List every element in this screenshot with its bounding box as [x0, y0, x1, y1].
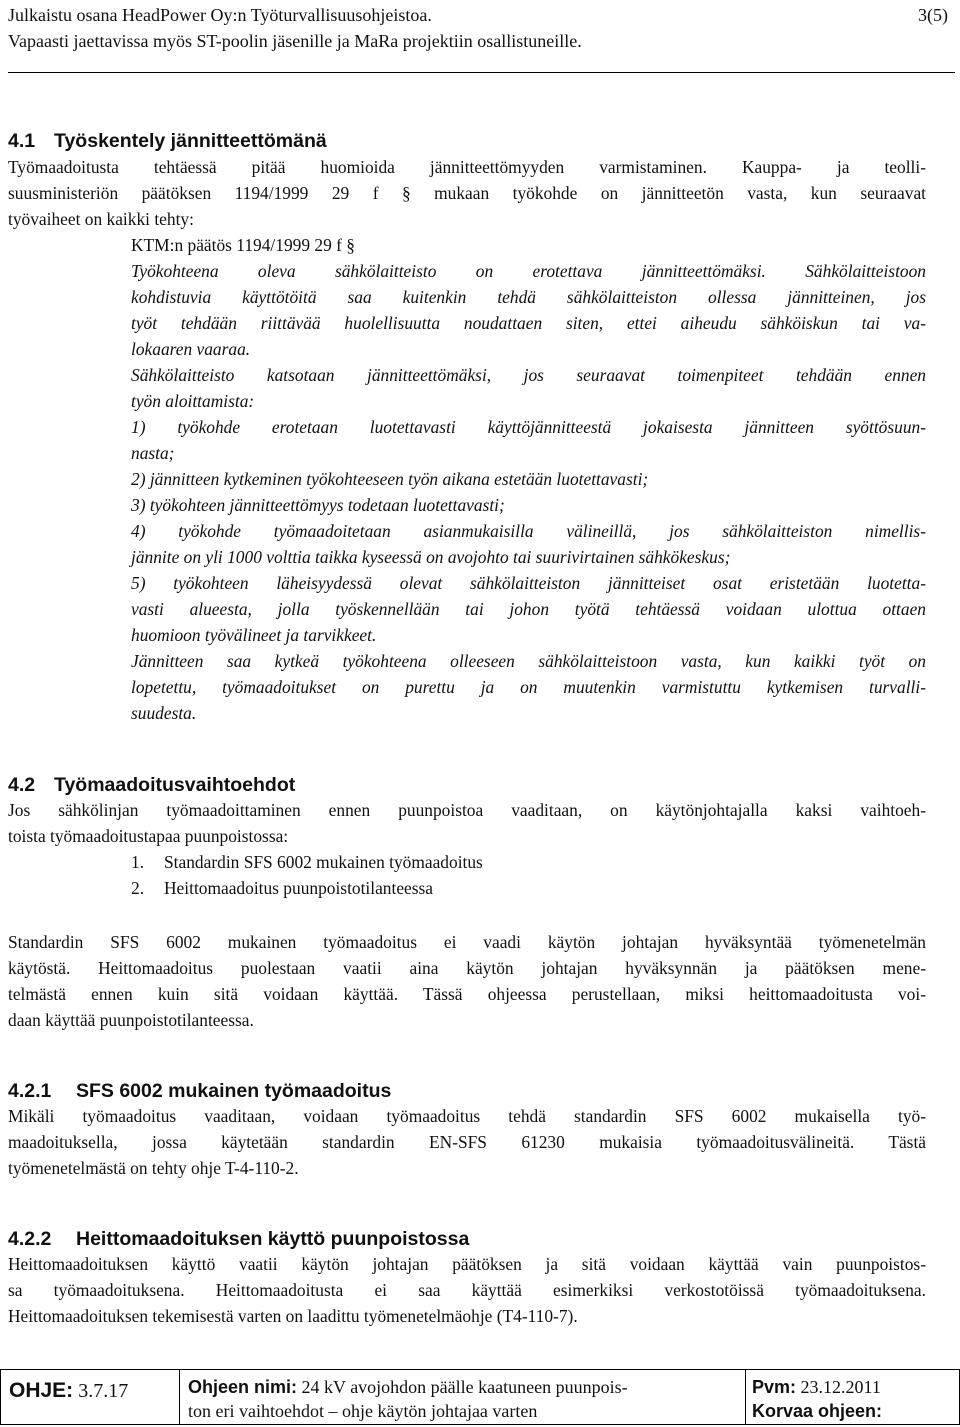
header-line-2: Vapaasti jaettavissa myös ST-poolin jäsenille ja MaRa projektiin osallistuneille. — [8, 31, 582, 51]
text-line: työmenetelmästä on tehty ohje T-4-110-2. — [8, 1158, 299, 1178]
list-text: Heittomaadoitus puunpoistotilanteessa — [164, 878, 434, 898]
quote-line: 4) työkohde työmaadoitetaan asianmukaisilla välineillä, jos sähkölaitteiston nimellis- — [131, 521, 926, 541]
section-heading-4-1 — [8, 129, 327, 153]
section-number: 4.2.1 — [8, 1080, 52, 1102]
section-heading-4-2-1 — [8, 1079, 391, 1103]
section-4-2-2-body — [8, 1251, 926, 1329]
text-line: sa työmaadoituksena. Heittomaadoitusta ei saa käyttää esimerkiksi verkostotöissä työmaadoituksena. — [8, 1280, 926, 1300]
header-divider — [8, 72, 955, 73]
text-line: maadoituksella, jossa käytetään standardin EN-SFS 61230 mukaisia työmaadoitusvälineitä. Tästä — [8, 1132, 926, 1152]
text-line: työvaiheet on kaikki tehty: — [8, 209, 194, 229]
section-title: SFS 6002 mukainen työmaadoitus — [76, 1080, 392, 1102]
header-line-1 — [8, 2, 948, 28]
quote-line: lokaaren vaaraa. — [131, 339, 251, 359]
quote-line: kohdistuvia käyttötöitä saa kuitenkin tehdä sähkölaitteiston ollessa jännitteinen, jos — [131, 287, 926, 307]
section-heading-4-2-2 — [8, 1227, 469, 1251]
quote-line: 2) jännitteen kytkeminen työkohteeseen työn aikana estetään luotettavasti; — [131, 469, 649, 489]
quote-line: Sähkölaitteisto katsotaan jännitteettömäksi, jos seuraavat toimenpiteet tehdään ennen — [131, 365, 926, 385]
footer-replaces-label: Korvaa ohjeen: — [752, 1401, 883, 1421]
regulation-quote — [131, 258, 926, 726]
quote-line: nasta; — [131, 443, 175, 463]
quote-line: 1) työkohde erotetaan luotettavasti käyttöjännitteestä jokaisesta jännitteen syöttösuun- — [131, 417, 926, 437]
footer-date-label: Pvm: — [752, 1377, 797, 1397]
list-item — [131, 875, 433, 901]
footer-guide-label: OHJE: — [9, 1379, 74, 1402]
text-line: toista työmaadoitustapaa puunpoistossa: — [8, 826, 289, 846]
text-line: Heittomaadoituksen tekemisestä varten on laadittu työmenetelmäohje (T4-110-7). — [8, 1306, 578, 1326]
list-text: Standardin SFS 6002 mukainen työmaadoitus — [164, 852, 483, 872]
quote-line: jännite on yli 1000 volttia taikka kyseessä on avojohto tai suurivirtainen sähkökeskus; — [131, 547, 731, 567]
section-4-2-body — [8, 929, 926, 1033]
footer-date-value: 23.12.2011 — [800, 1377, 881, 1397]
text-line: daan käyttää puunpoistotilanteessa. — [8, 1010, 254, 1030]
list-number: 1. — [131, 852, 145, 872]
footer-guide-id-box — [0, 1369, 180, 1425]
text-line: käytöstä. Heittomaadoitus puolestaan vaatii aina käytön johtajan hyväksynnän ja päätöksen mene- — [8, 958, 926, 978]
quote-line: 5) työkohteen läheisyydessä olevat sähkölaitteiston jännitteiset osat eristetään luotetta- — [131, 573, 926, 593]
section-number: 4.2.2 — [8, 1228, 52, 1250]
quote-line: suudesta. — [131, 703, 197, 723]
quote-line: työt tehdään riittävää huolellisuutta noudattaen siten, ettei aiheudu sähköiskun tai va- — [131, 313, 926, 333]
text-line: Jos sähkölinjan työmaadoittaminen ennen puunpoistoa vaaditaan, on käytönjohtajalla kaksi vaihtoeh- — [8, 800, 926, 820]
text-line: telmästä ennen kuin sitä voidaan käyttää. Tässä ohjeessa perustellaan, miksi heittomaadoitusta voi- — [8, 984, 926, 1004]
quote-line: Työkohteena oleva sähkölaitteisto on erotettava jännitteettömäksi. Sähkölaitteistoon — [131, 261, 926, 281]
quote-line: lopetettu, työmaadoitukset on purettu ja on muutenkin varmistuttu kytkemisen turvalli- — [131, 677, 926, 697]
footer-date-box — [745, 1369, 960, 1425]
list-item — [131, 849, 483, 875]
section-number: 4.2 — [8, 774, 36, 796]
footer-name-line-1: 24 kV avojohdon päälle kaatuneen puunpois- — [301, 1377, 628, 1397]
quote-line: Jännitteen saa kytkeä työkohteena olleeseen sähkölaitteistoon vasta, kun kaikki työt on — [131, 651, 926, 671]
list-number: 2. — [131, 878, 145, 898]
text-line: Työmaadoitusta tehtäessä pitää huomioida jännitteettömyyden varmistaminen. Kauppa- ja teolli- — [8, 157, 926, 177]
quote-line: työn aloittamista: — [131, 391, 255, 411]
section-number: 4.1 — [8, 130, 36, 152]
section-heading-4-2 — [8, 773, 295, 797]
quote-line: vasti alueesta, jolla työskennellään tai johon työtä tehtäessä voidaan ulottua ottaen — [131, 599, 926, 619]
quote-line: huomioon työvälineet ja tarvikkeet. — [131, 625, 377, 645]
section-4-2-1-body — [8, 1103, 926, 1181]
section-title: Heittomaadoituksen käyttö puunpoistossa — [76, 1228, 470, 1250]
section-4-1-intro — [8, 154, 926, 232]
regulation-reference: KTM:n päätös 1194/1999 29 f § — [131, 235, 355, 255]
footer-name-line-2: ton eri vaihtoehdot – ohje käytön johtajaa varten — [188, 1401, 538, 1421]
section-4-2-intro — [8, 797, 926, 849]
footer-guide-name-box — [179, 1369, 746, 1425]
text-line: suusministeriön päätöksen 1194/1999 29 f § mukaan työkohde on jännitteetön vasta, kun seuraavat — [8, 183, 926, 203]
document-footer — [0, 1369, 960, 1427]
section-title: Työskentely jännitteettömänä — [54, 130, 327, 152]
text-line: Mikäli työmaadoitus vaaditaan, voidaan työmaadoitus tehdä standardin SFS 6002 mukaisella työ- — [8, 1106, 926, 1126]
quote-line: 3) työkohteen jännitteettömyys todetaan luotettavasti; — [131, 495, 505, 515]
text-line: Standardin SFS 6002 mukainen työmaadoitus ei vaadi käytön johtajan hyväksyntää työmenetelmän — [8, 932, 926, 952]
page-number: 3(5) — [918, 5, 948, 25]
footer-name-label: Ohjeen nimi: — [188, 1377, 298, 1397]
text-line: Heittomaadoituksen käyttö vaatii käytön johtajan päätöksen ja sitä voidaan käyttää vain puunpoistos- — [8, 1254, 926, 1274]
section-title: Työmaadoitusvaihtoehdot — [54, 774, 296, 796]
footer-guide-number: 3.7.17 — [78, 1380, 129, 1402]
header-publisher: Julkaistu osana HeadPower Oy:n Työturvallisuusohjeistoa. — [8, 5, 432, 25]
